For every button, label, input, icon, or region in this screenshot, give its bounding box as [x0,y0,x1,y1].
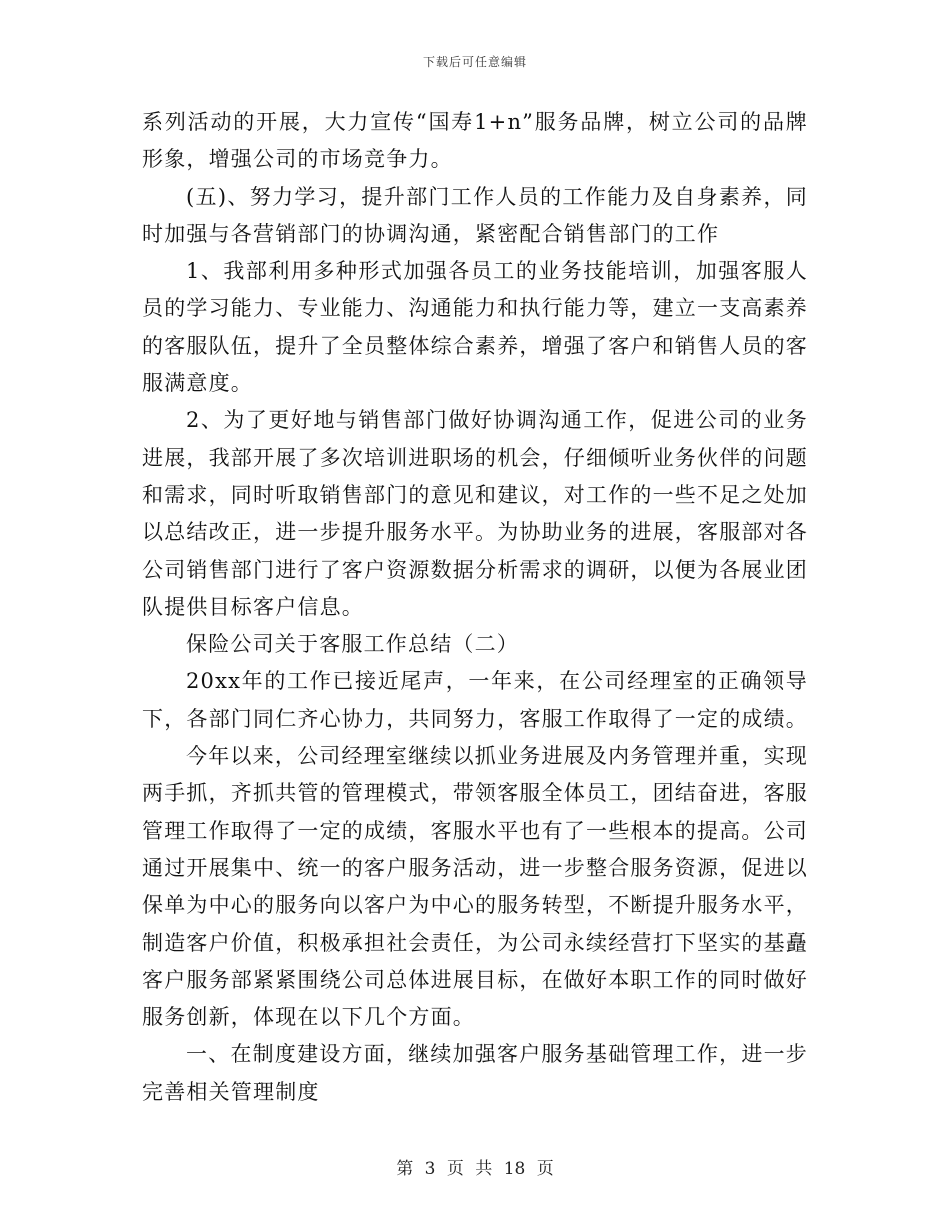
paragraph-4: 2、为了更好地与销售部门做好协调沟通工作，促进公司的业务进展，我部开展了多次培训进职场的机会，仔细倾听业务伙伴的问题和需求，同时听取销售部门的意见和建议，对工作的一些不足之处加以总结改正，进一步提升服务水平。为协助业务的进展，客服部对各公司销售部门进行了客户资源数据分析需求的调研，以便为各展业团队提供目标客户信息。 [142,408,808,619]
paragraph-2: (五)、努力学习，提升部门工作人员的工作能力及自身素养，同时加强与各营销部门的协调沟通，紧密配合销售部门的工作 [142,184,808,246]
paragraph-7: 今年以来，公司经理室继续以抓业务进展及内务管理并重，实现两手抓，齐抓共管的管理模式，带领客服全体员工，团结奋进，客服管理工作取得了一定的成绩，客服水平也有了一些根本的提高。公司通过开展集中、统一的客户服务活动，进一步整合服务资源，促进以保单为中心的服务向以客户为中心的服务转型，不断提升服务水平，制造客户价值，积极承担社会责任，为公司永续经营打下坚实的基矗客户服务部紧紧围绕公司总体进展目标，在做好本职工作的同时做好服务创新，体现在以下几个方面。 [142,744,808,1030]
page-number: 第 3 页 共 18 页 [396,1159,554,1179]
document-body [142,104,808,1111]
page-header-note: 下载后可任意编辑 [422,55,527,69]
paragraph-1: 系列活动的开展，大力宣传“国寿1+n”服务品牌，树立公司的品牌形象，增强公司的市场竞争力。 [142,110,808,172]
paragraph-6: 20xx年的工作已接近尾声，一年来，在公司经理室的正确领导下，各部门同仁齐心协力，共同努力，客服工作取得了一定的成绩。 [142,669,808,731]
paragraph-8: 一、在制度建设方面，继续加强客户服务基础管理工作，进一步完善相关管理制度 [142,1042,808,1104]
section-title: 保险公司关于客服工作总结（二） [186,632,519,657]
paragraph-3: 1、我部利用多种形式加强各员工的业务技能培训，加强客服人员的学习能力、专业能力、沟通能力和执行能力等，建立一支高素养的客服队伍，提升了全员整体综合素养，增强了客户和销售人员的客服满意度。 [142,259,808,396]
